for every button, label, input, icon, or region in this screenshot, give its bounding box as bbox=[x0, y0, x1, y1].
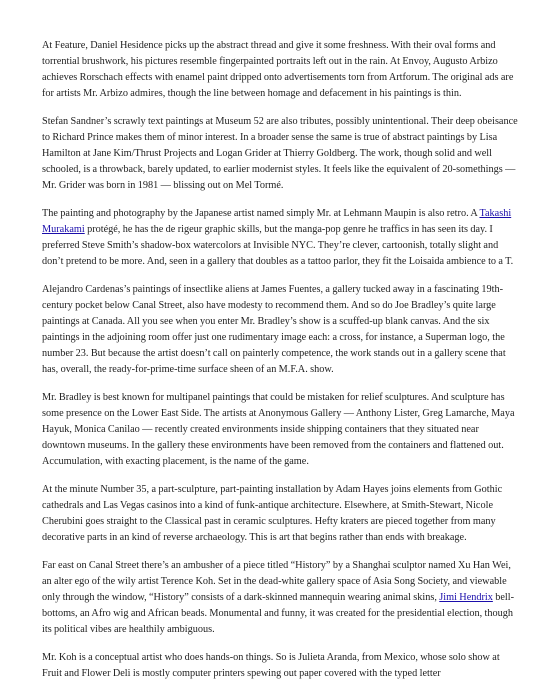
article-body bbox=[42, 38, 520, 695]
paragraph-text: Mr. Bradley is best known for multipanel paintings that could be mistaken for relief sculptures. And sculpture has some presence on the Lower East Side. The artists at Anonymous Gallery — Anthony Lister, Greg Lamarche, Maya Hayuk, Monica Canilao — recently created environments inside shipping containers that they situated near downtown museums. In the gallery these environments have been removed from the containers and flattened out. Accumulation, with exacting placement, is the name of the game. bbox=[42, 392, 515, 467]
article-paragraph bbox=[42, 282, 520, 377]
paragraph-text: At Feature, Daniel Hesidence picks up the abstract thread and give it some freshness. With their oval forms and torrential brushwork, his pictures resemble fingerpainted portraits left out in the rain. At Envoy, Augusto Arbizo achieves Rorschach effects with enamel paint dripped onto advertisements torn from Artforum. The original ads are for artists Mr. Arbizo admires, though the line between homage and defacement in his paintings is thin. bbox=[42, 40, 514, 99]
article-paragraph bbox=[42, 114, 520, 194]
paragraph-text: Far east on Canal Street there’s an ambusher of a piece titled “History” by a Shanghai sculptor named Xu Han Wei, an alter ego of the wily artist Terence Koh. Set in the dead-white gallery space of Asia Song Society, and viewable only through the window, “History” consists of a dark-skinned mannequin wearing animal skins, bbox=[42, 560, 511, 604]
article-paragraph bbox=[42, 558, 520, 638]
paragraph-text: Stefan Sandner’s scrawly text paintings at Museum 52 are also tributes, possibly unintentional. Their deep obeisance to Richard Prince makes them of minor interest. In a broader sense the same is true of abstract paintings by Lisa Hamilton at Jane Kim/Thrust Projects and Logan Grider at Thierry Goldberg. The work, though solid and well schooled, is a throwback, barely updated, to earlier modernist styles. It feels like the equivalent of 20-somethings — Mr. Grider was born in 1981 — blissing out on Mel Tormé. bbox=[42, 116, 518, 191]
paragraph-text: At the minute Number 35, a part-sculpture, part-painting installation by Adam Hayes joins elements from Gothic cathedrals and Las Vegas casinos into a kind of funk-antique architecture. Elsewhere, at Smith-Stewart, Nicole Cherubini goes straight to the Classical past in ceramic sculptures. Hefty kraters are pieced together from many decorative parts in an kind of reverse archaeology. This is art that begins rather than ends with breakage. bbox=[42, 484, 503, 543]
paragraph-text: Alejandro Cardenas’s paintings of insectlike aliens at James Fuentes, a gallery tucked away in a fascinating 19th-century pocket below Canal Street, also have modesty to recommend them. And so do Joe Bradley’s quite large paintings at Canada. All you see when you enter Mr. Bradley’s show is a scuffed-up blank canvas. And the six paintings in the adjoining room offer just one rudimentary image each: a cross, for instance, a Superman logo, the number 23. But because the artist doesn’t call on painterly competence, the work stands out in a gallery scene that has, overall, the ready-for-prime-time surface sheen of an M.F.A. show. bbox=[42, 284, 506, 375]
article-paragraph bbox=[42, 38, 520, 102]
takashi-murakami-link[interactable]: Takashi Murakami bbox=[42, 208, 512, 236]
paragraph-text: Mr. Koh is a conceptual artist who does hands-on things. So is Julieta Aranda, from Mexico, whose solo show at Fruit and Flower Deli is mostly computer printers spewing out paper covered with the typed letter bbox=[42, 652, 500, 680]
article-paragraph bbox=[42, 206, 520, 270]
paragraph-text: The painting and photography by the Japanese artist named simply Mr. at Lehmann Maupin is also retro. A bbox=[42, 208, 480, 220]
jimi-hendrix-link[interactable]: Jimi Hendrix bbox=[439, 592, 493, 604]
article-paragraph bbox=[42, 390, 520, 470]
paragraph-text: protégé, he has the de rigeur graphic skills, but the manga-pop genre he traffics in has seen its day. I preferred Steve Smith’s shadow-box watercolors at Invisible NYC. They’re clever, cartoonish, totally slight and don’t pretend to be more. And, seen in a gallery that doubles as a tattoo parlor, they fit the Loisaida ambience to a T. bbox=[42, 224, 514, 267]
article-paragraph bbox=[42, 650, 520, 682]
paragraph-text: bell-bottoms, an Afro wig and African beads. Monumental and funny, it was created for the presidential election, though its political vibes are healthily ambiguous. bbox=[42, 592, 515, 635]
article-paragraph bbox=[42, 482, 520, 546]
